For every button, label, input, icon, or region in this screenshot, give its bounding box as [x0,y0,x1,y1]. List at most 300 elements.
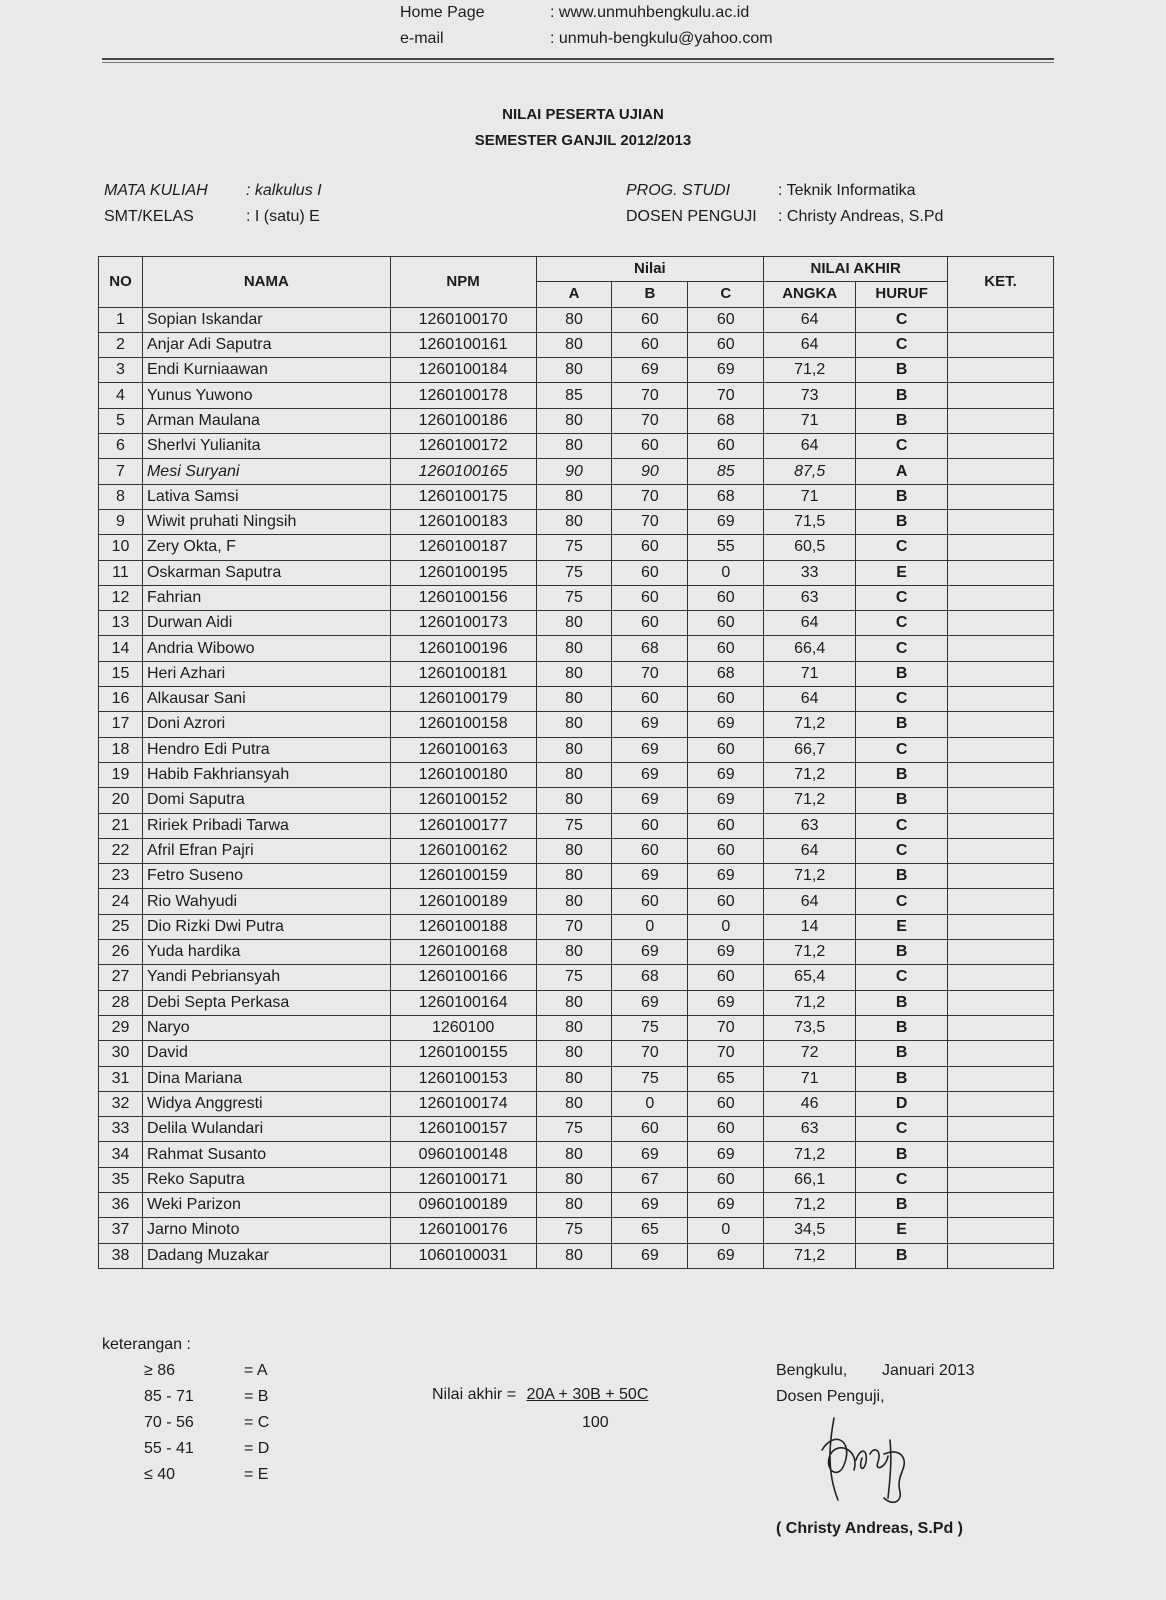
cell-npm: 1260100187 [390,535,536,560]
cell-a: 80 [536,940,612,965]
cell-angka: 64 [764,687,856,712]
title-line-1: NILAI PESERTA UJIAN [502,106,664,123]
cell-huruf: B [856,712,948,737]
cell-a: 80 [536,864,612,889]
cell-huruf: B [856,940,948,965]
legend-item [102,1436,269,1462]
cell-c: 60 [688,1167,764,1192]
prog-studi-label: PROG. STUDI [626,182,731,199]
table-row [99,712,1054,737]
cell-ket [948,762,1054,787]
cell-nama: Doni Azrori [142,712,390,737]
cell-a: 80 [536,1192,612,1217]
cell-b: 69 [612,1142,688,1167]
cell-c: 0 [688,1218,764,1243]
legend-range: 85 - 71 [144,1388,194,1405]
cell-npm: 1260100163 [390,737,536,762]
cell-nama: Heri Azhari [142,661,390,686]
cell-huruf: C [856,434,948,459]
cell-c: 60 [688,611,764,636]
cell-no: 19 [99,762,143,787]
cell-nama: Rio Wahyudi [142,889,390,914]
cell-npm: 1260100166 [390,965,536,990]
cell-npm: 1260100179 [390,687,536,712]
legend-item [102,1410,269,1436]
table-row [99,1142,1054,1167]
cell-c: 69 [688,509,764,534]
table-row [99,307,1054,332]
cell-huruf: A [856,459,948,484]
cell-b: 60 [612,585,688,610]
cell-angka: 66,1 [764,1167,856,1192]
cell-angka: 71,2 [764,1243,856,1268]
cell-npm: 1260100153 [390,1066,536,1091]
col-a-header: A [536,282,612,307]
cell-no: 14 [99,636,143,661]
cell-c: 60 [688,307,764,332]
cell-huruf: C [856,813,948,838]
cell-no: 15 [99,661,143,686]
cell-huruf: C [856,535,948,560]
cell-angka: 65,4 [764,965,856,990]
cell-no: 24 [99,889,143,914]
cell-ket [948,687,1054,712]
cell-b: 69 [612,762,688,787]
table-row [99,332,1054,357]
cell-nama: Ririek Pribadi Tarwa [142,813,390,838]
cell-b: 0 [612,1091,688,1116]
cell-a: 80 [536,434,612,459]
table-row [99,1041,1054,1066]
cell-angka: 64 [764,838,856,863]
cell-angka: 71,2 [764,1142,856,1167]
table-row [99,889,1054,914]
cell-c: 60 [688,965,764,990]
cell-a: 80 [536,1243,612,1268]
cell-no: 10 [99,535,143,560]
legend-item [102,1358,269,1384]
cell-huruf: B [856,358,948,383]
cell-ket [948,813,1054,838]
prog-studi-value: : Teknik Informatika [778,182,916,199]
table-row [99,484,1054,509]
formula-equals: = [506,1386,517,1403]
cell-a: 80 [536,1091,612,1116]
cell-angka: 87,5 [764,459,856,484]
cell-ket [948,1192,1054,1217]
cell-npm: 1260100196 [390,636,536,661]
table-row [99,788,1054,813]
cell-npm: 1260100157 [390,1117,536,1142]
cell-nama: David [142,1041,390,1066]
cell-no: 3 [99,358,143,383]
cell-b: 69 [612,788,688,813]
cell-b: 68 [612,636,688,661]
cell-no: 30 [99,1041,143,1066]
cell-huruf: C [856,307,948,332]
cell-c: 68 [688,408,764,433]
cell-huruf: C [856,965,948,990]
cell-a: 80 [536,687,612,712]
cell-npm: 1260100175 [390,484,536,509]
document-title [0,102,1166,154]
cell-angka: 71,2 [764,864,856,889]
dosen-value: : Christy Andreas, S.Pd [778,208,944,225]
legend-range: 70 - 56 [144,1414,194,1431]
col-b-header: B [612,282,688,307]
cell-ket [948,1142,1054,1167]
cell-ket [948,358,1054,383]
cell-a: 80 [536,509,612,534]
table-row [99,965,1054,990]
cell-huruf: B [856,484,948,509]
cell-angka: 71,2 [764,358,856,383]
cell-no: 17 [99,712,143,737]
cell-ket [948,484,1054,509]
cell-ket [948,509,1054,534]
cell-npm: 1260100186 [390,408,536,433]
cell-b: 60 [612,1117,688,1142]
cell-nama: Arman Maulana [142,408,390,433]
col-no-header: NO [99,257,143,308]
cell-nama: Domi Saputra [142,788,390,813]
cell-npm: 1260100164 [390,990,536,1015]
formula-label: Nilai akhir [432,1386,503,1403]
col-npm-header: NPM [390,257,536,308]
cell-a: 75 [536,560,612,585]
cell-npm: 0960100148 [390,1142,536,1167]
cell-npm: 1260100173 [390,611,536,636]
cell-a: 75 [536,585,612,610]
cell-huruf: B [856,990,948,1015]
cell-nama: Yunus Yuwono [142,383,390,408]
cell-huruf: B [856,509,948,534]
cell-ket [948,332,1054,357]
cell-angka: 71,5 [764,509,856,534]
homepage-label: Home Page [400,4,485,21]
cell-angka: 14 [764,914,856,939]
grades-body [99,307,1054,1268]
cell-b: 60 [612,332,688,357]
cell-angka: 71,2 [764,712,856,737]
cell-ket [948,838,1054,863]
cell-a: 75 [536,535,612,560]
cell-npm: 1260100172 [390,434,536,459]
cell-npm: 1260100189 [390,889,536,914]
table-row [99,940,1054,965]
cell-nama: Endi Kurniaawan [142,358,390,383]
cell-npm: 1260100159 [390,864,536,889]
col-huruf-header: HURUF [856,282,948,307]
cell-c: 69 [688,358,764,383]
cell-a: 80 [536,332,612,357]
cell-ket [948,914,1054,939]
cell-c: 60 [688,636,764,661]
cell-angka: 71 [764,661,856,686]
signature-city: Bengkulu, [776,1362,848,1379]
cell-a: 75 [536,1218,612,1243]
cell-a: 80 [536,358,612,383]
cell-nama: Weki Parizon [142,1192,390,1217]
cell-no: 13 [99,611,143,636]
cell-npm: 1260100161 [390,332,536,357]
cell-a: 80 [536,1167,612,1192]
cell-a: 80 [536,990,612,1015]
cell-no: 32 [99,1091,143,1116]
cell-no: 4 [99,383,143,408]
cell-no: 31 [99,1066,143,1091]
cell-b: 75 [612,1066,688,1091]
cell-c: 69 [688,1142,764,1167]
cell-nama: Fahrian [142,585,390,610]
cell-nama: Anjar Adi Saputra [142,332,390,357]
cell-nama: Dadang Muzakar [142,1243,390,1268]
cell-nama: Afril Efran Pajri [142,838,390,863]
cell-c: 85 [688,459,764,484]
cell-b: 60 [612,687,688,712]
cell-b: 70 [612,1041,688,1066]
cell-b: 60 [612,535,688,560]
table-row [99,434,1054,459]
cell-c: 69 [688,712,764,737]
cell-huruf: C [856,687,948,712]
formula-numerator: 20A + 30B + 50C [526,1386,649,1403]
cell-a: 80 [536,889,612,914]
cell-no: 38 [99,1243,143,1268]
cell-a: 80 [536,762,612,787]
cell-c: 68 [688,661,764,686]
cell-angka: 63 [764,1117,856,1142]
cell-nama: Rahmat Susanto [142,1142,390,1167]
cell-c: 60 [688,434,764,459]
legend-item [102,1462,269,1488]
cell-huruf: B [856,864,948,889]
cell-nama: Sopian Iskandar [142,307,390,332]
cell-no: 6 [99,434,143,459]
document-header [400,0,773,52]
cell-c: 0 [688,914,764,939]
cell-b: 69 [612,737,688,762]
cell-ket [948,940,1054,965]
header-divider [102,58,1054,60]
cell-a: 80 [536,636,612,661]
signature-block [776,1358,975,1410]
table-row [99,535,1054,560]
cell-a: 80 [536,737,612,762]
cell-npm: 1060100031 [390,1243,536,1268]
cell-a: 80 [536,307,612,332]
cell-npm: 1260100195 [390,560,536,585]
cell-c: 60 [688,813,764,838]
cell-no: 29 [99,1015,143,1040]
cell-c: 60 [688,1091,764,1116]
cell-angka: 71,2 [764,990,856,1015]
cell-c: 65 [688,1066,764,1091]
header-divider-thin [102,62,1054,63]
cell-huruf: D [856,1091,948,1116]
email-label: e-mail [400,30,444,47]
cell-no: 26 [99,940,143,965]
cell-angka: 72 [764,1041,856,1066]
cell-huruf: E [856,1218,948,1243]
cell-b: 90 [612,459,688,484]
cell-angka: 60,5 [764,535,856,560]
cell-huruf: B [856,383,948,408]
cell-b: 60 [612,434,688,459]
cell-c: 55 [688,535,764,560]
cell-ket [948,636,1054,661]
table-row [99,737,1054,762]
cell-nama: Habib Fakhriansyah [142,762,390,787]
cell-npm: 1260100178 [390,383,536,408]
legend-grade: = D [244,1440,270,1457]
mata-kuliah-value: : kalkulus I [246,182,322,199]
cell-a: 70 [536,914,612,939]
cell-angka: 71 [764,484,856,509]
table-row [99,459,1054,484]
table-row [99,914,1054,939]
cell-ket [948,535,1054,560]
cell-b: 70 [612,661,688,686]
col-angka-header: ANGKA [764,282,856,307]
cell-nama: Sherlvi Yulianita [142,434,390,459]
cell-a: 80 [536,1015,612,1040]
cell-npm: 1260100177 [390,813,536,838]
cell-angka: 71,2 [764,788,856,813]
cell-ket [948,1041,1054,1066]
cell-angka: 33 [764,560,856,585]
cell-nama: Hendro Edi Putra [142,737,390,762]
cell-no: 18 [99,737,143,762]
cell-b: 70 [612,408,688,433]
cell-a: 80 [536,484,612,509]
cell-b: 68 [612,965,688,990]
col-nilai-header: Nilai [536,257,764,282]
cell-b: 69 [612,1243,688,1268]
cell-ket [948,737,1054,762]
cell-nama: Yuda hardika [142,940,390,965]
cell-a: 80 [536,788,612,813]
cell-b: 65 [612,1218,688,1243]
cell-angka: 71 [764,1066,856,1091]
cell-c: 60 [688,737,764,762]
cell-b: 60 [612,560,688,585]
cell-nama: Naryo [142,1015,390,1040]
dosen-label: DOSEN PENGUJI [626,208,757,225]
cell-ket [948,611,1054,636]
cell-npm: 1260100176 [390,1218,536,1243]
cell-ket [948,585,1054,610]
cell-c: 69 [688,940,764,965]
legend-grade: = A [244,1362,268,1379]
formula-denominator: 100 [582,1414,609,1431]
cell-huruf: B [856,788,948,813]
legend-range: ≤ 40 [144,1466,176,1483]
legend-range: ≥ 86 [144,1362,176,1379]
table-row [99,1243,1054,1268]
cell-c: 60 [688,838,764,863]
cell-nama: Wiwit pruhati Ningsih [142,509,390,534]
cell-nama: Reko Saputra [142,1167,390,1192]
table-row [99,408,1054,433]
col-nama-header: NAMA [142,257,390,308]
legend-item [102,1384,269,1410]
cell-npm: 1260100165 [390,459,536,484]
cell-nama: Delila Wulandari [142,1117,390,1142]
cell-huruf: C [856,585,948,610]
cell-npm: 1260100171 [390,1167,536,1192]
cell-nama: Durwan Aidi [142,611,390,636]
cell-angka: 63 [764,813,856,838]
cell-a: 85 [536,383,612,408]
cell-angka: 64 [764,889,856,914]
cell-nama: Zery Okta, F [142,535,390,560]
cell-nama: Andria Wibowo [142,636,390,661]
table-row [99,1066,1054,1091]
legend-grade: = E [244,1466,269,1483]
cell-b: 0 [612,914,688,939]
cell-c: 69 [688,788,764,813]
smt-kelas-value: : I (satu) E [246,208,320,225]
cell-a: 80 [536,661,612,686]
cell-no: 27 [99,965,143,990]
cell-b: 70 [612,509,688,534]
cell-c: 0 [688,560,764,585]
cell-angka: 71,2 [764,1192,856,1217]
cell-no: 9 [99,509,143,534]
cell-huruf: C [856,838,948,863]
legend-label: keterangan : [102,1336,191,1353]
col-c-header: C [688,282,764,307]
table-row [99,1218,1054,1243]
cell-angka: 64 [764,611,856,636]
cell-huruf: B [856,762,948,787]
cell-b: 69 [612,990,688,1015]
table-row [99,1192,1054,1217]
cell-a: 80 [536,712,612,737]
cell-c: 69 [688,762,764,787]
cell-no: 8 [99,484,143,509]
smt-kelas-label: SMT/KELAS [104,208,194,225]
cell-no: 28 [99,990,143,1015]
cell-npm: 1260100184 [390,358,536,383]
final-score-formula [432,1386,649,1431]
cell-c: 70 [688,383,764,408]
cell-no: 36 [99,1192,143,1217]
table-row [99,661,1054,686]
cell-a: 80 [536,611,612,636]
cell-ket [948,712,1054,737]
cell-ket [948,1243,1054,1268]
cell-npm: 1260100156 [390,585,536,610]
cell-ket [948,1015,1054,1040]
cell-c: 70 [688,1015,764,1040]
cell-huruf: C [856,636,948,661]
cell-no: 7 [99,459,143,484]
cell-angka: 64 [764,307,856,332]
table-row [99,1091,1054,1116]
cell-no: 5 [99,408,143,433]
cell-angka: 71,2 [764,762,856,787]
cell-no: 25 [99,914,143,939]
cell-ket [948,459,1054,484]
col-nilai-akhir-header: NILAI AKHIR [764,257,948,282]
cell-npm: 1260100183 [390,509,536,534]
grade-legend [102,1332,269,1488]
cell-npm: 1260100168 [390,940,536,965]
cell-b: 60 [612,813,688,838]
cell-angka: 71 [764,408,856,433]
